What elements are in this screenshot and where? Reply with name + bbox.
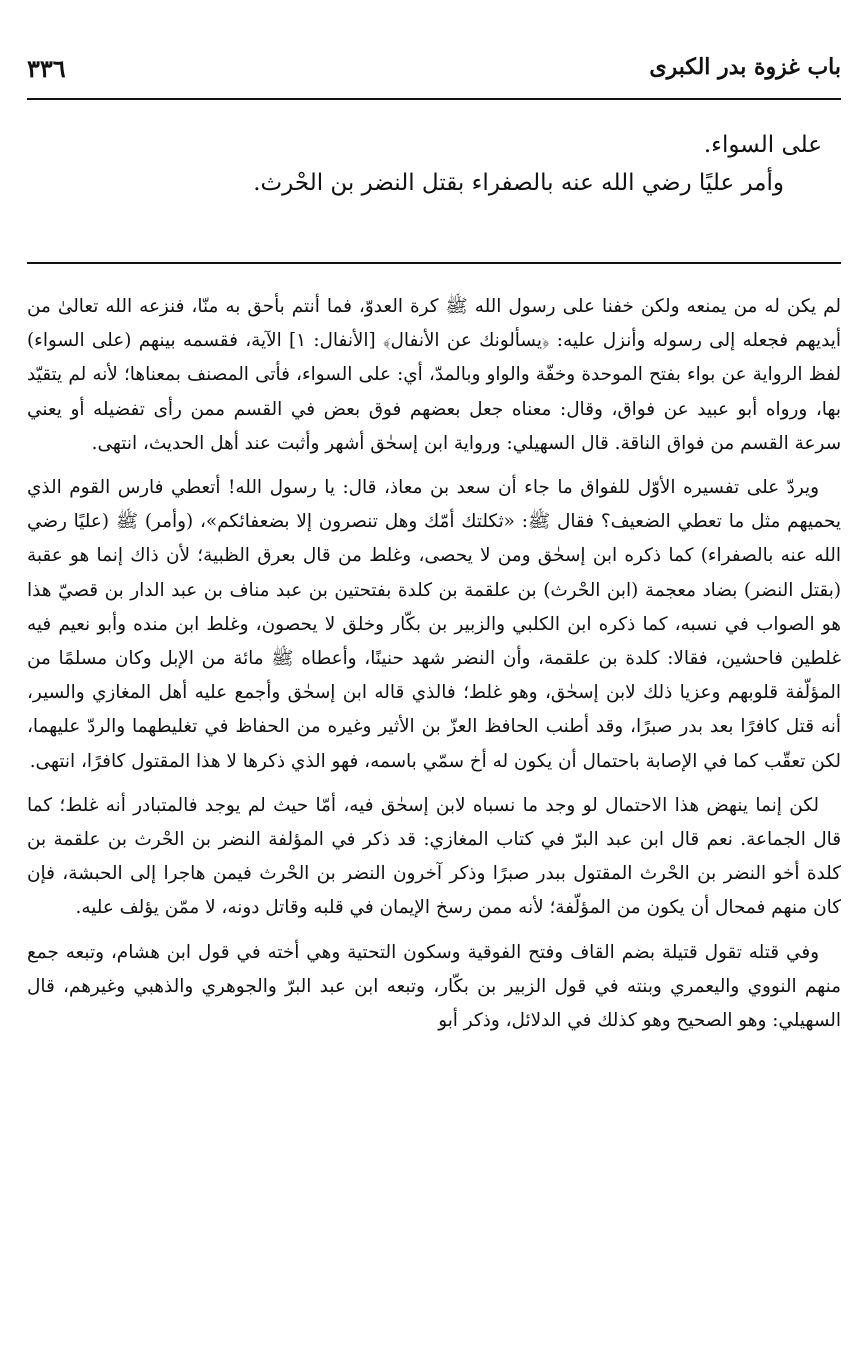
commentary-paragraph-2: ويردّ على تفسيره الأوّل للفواق ما جاء أن سعد بن معاذ، قال: يا رسول الله! أتعطي فارس القوم الذي يحميهم مثل ما تعطي الضعيف؟ فقال ﷺ: «ثكلتك أمّك وهل تنصرون إلا بضعفائكم»، (وأمر) ﷺ (عليًا رضي الله عنه بالصفراء) كما ذكره ابن إسحٰق ومن لا يحصى، وغلط من قال بعرق الظبية؛ لأن ذاك إنما هو عقبة (بقتل النضر) بضاد معجمة (ابن الحْرث) بن علقمة بن كلدة بفتحتين بن عبد مناف بن عبد الدار بن قصيّ هذا هو الصواب في نسبه، كما ذكره ابن الكلبي والزبير بن بكّار وخلق لا يحصون، وغلط ابن منده وأبو نعيم فيه غلطين فاحشين، فقالا: كلدة بن علقمة، وأن النضر شهد حنينًا، وأعطاه ﷺ مائة من الإبل وكان مسلمًا من المؤلّفة قلوبهم وعزيا ذلك لابن إسحٰق، وهو غلط؛ فالذي قاله ابن إسحٰق وأجمع عليه أهل المغازي والسير، أنه قتل كافرًا بعد بدر صبرًا، وقد أطنب الحافظ العزّ بن الأثير وغيره من الحفاظ في تغليطهما والردّ عليهما، لكن تعقّب كما في الإصابة باحتمال أن يكون له أخ سمّي باسمه، فهو الذي ذكرها لا هذا المقتول كافرًا، انتهى. bbox=[27, 477, 841, 772]
page-header bbox=[27, 48, 841, 100]
commentary-paragraph-3: لكن إنما ينهض هذا الاحتمال لو وجد ما نسباه لابن إسحٰق فيه، أمّا حيث لم يوجد فالمتبادر أنه غلط؛ كما قال الجماعة. نعم قال ابن عبد البرّ في كتاب المغازي: قد ذكر في المؤلفة النضر بن الحْرث بن علقمة بن كلدة أخو النضر بن الحْرث المقتول ببدر صبرًا وذكر آخرون النضر بن الحْرث فيمن هاجرا إلى الحبشة، فإن كان منهم فمحال أن يكون من المؤلّفة؛ لأنه ممن رسخ الإيمان في قلبه وقاتل دونه، لا ممّن يؤلف عليه. bbox=[27, 794, 841, 919]
footnote-divider bbox=[27, 262, 841, 264]
main-text-line-2: وأمر عليًا رضي الله عنه بالصفراء بقتل النضر بن الحْرث. bbox=[253, 170, 784, 196]
commentary bbox=[27, 290, 841, 1048]
page-number: ٣٣٦ bbox=[27, 54, 66, 83]
commentary-paragraph-4: وفي قتله تقول قتيلة بضم القاف وفتح الفوقية وسكون التحتية وهي أخته في قول ابن هشام، وتبعه جمع منهم النووي واليعمري وبنته في قول الزبير بن بكّار، وتبعه ابن عبد البرّ والجوهري والذهبي وغيرهم، قال السهيلي: وهو الصحيح وهو كذلك في الدلائل، وذكر أبو bbox=[27, 941, 841, 1032]
main-text-line-1: على السواء. bbox=[703, 132, 822, 158]
main-text bbox=[27, 126, 822, 202]
chapter-title: باب غزوة بدر الكبرى bbox=[649, 54, 841, 80]
commentary-paragraph-1: لم يكن له من يمنعه ولكن خفنا على رسول الله ﷺ كرة العدوّ، فما أنتم بأحق به منّا، فنزعه الله تعالىٰ من أيديهم فجعله إلى رسوله وأنزل عليه: ﴿يسألونك عن الأنفال﴾ [الأنفال: ١] الآية، فقسمه بينهم (على السواء) لفظ الرواية عن بواء بفتح الموحدة وخفّة والواو وبالمدّ، أي: على السواء، فأتى المصنف بمعناها؛ لأنه لم يتقيّد بها، ورواه أبو عبيد عن فواق، وقال: معناه جعل بعضهم فوق بعض في القسم ممن رأى تفضيله أو يعني سرعة القسم من فواق الناقة. قال السهيلي: ورواية ابن إسحٰق أشهر وأثبت عند أهل الحديث، انتهى. bbox=[27, 296, 841, 454]
